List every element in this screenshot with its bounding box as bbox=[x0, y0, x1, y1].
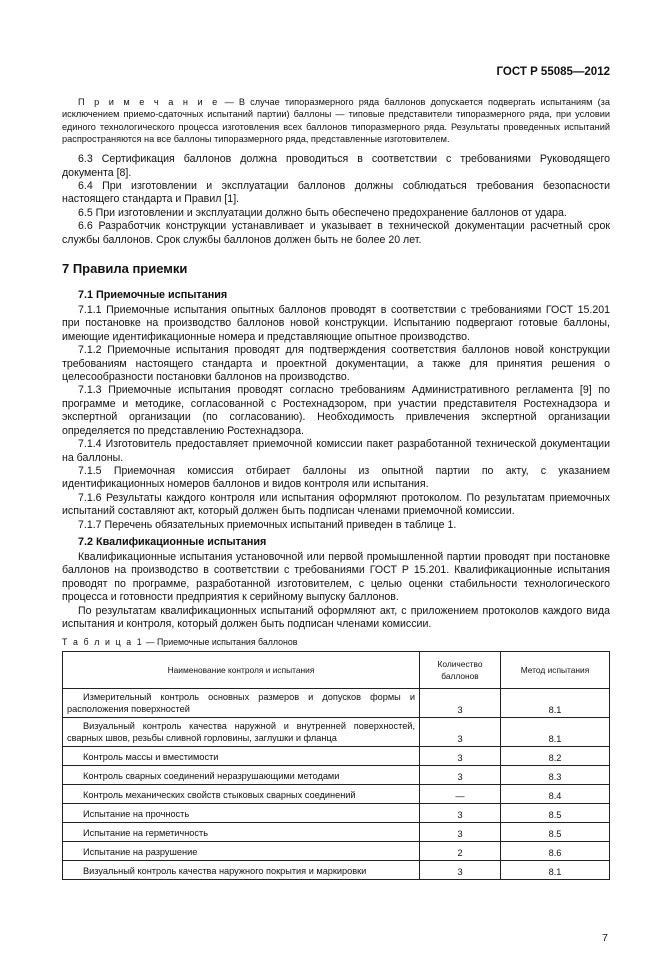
column-header: Наименование контроля и испытания bbox=[63, 652, 420, 689]
table-row bbox=[63, 785, 610, 804]
paragraph: 7.1.1 Приемочные испытания опытных баллонов проводят в соответствии с требованиями ГОСТ 15.201 при постановке на производство баллонов новой конструкции. Испытанию подвергают готовые баллоны, имеющие идентификационные номера и представляющие опытное производство. bbox=[62, 304, 610, 343]
quantity-cell: 3 bbox=[420, 766, 501, 785]
note-label: П р и м е ч а н и е bbox=[78, 97, 220, 107]
section-7-heading: 7 Правила приемки bbox=[62, 261, 188, 277]
table-row bbox=[63, 718, 610, 747]
table-header-row bbox=[63, 652, 610, 689]
test-name-cell: Испытание на разрушение bbox=[63, 842, 420, 861]
method-cell: 8.4 bbox=[501, 785, 610, 804]
quantity-cell: — bbox=[420, 785, 501, 804]
quantity-cell: 3 bbox=[420, 823, 501, 842]
table-caption-label: Т а б л и ц а 1 bbox=[62, 637, 144, 648]
method-cell: 8.1 bbox=[501, 861, 610, 880]
paragraph: 6.6 Разработчик конструкции устанавливает и указывает в технической документации расчетный срок службы баллонов. Срок службы баллонов должен быть не более 20 лет. bbox=[62, 220, 610, 246]
paragraph: По результатам квалификационных испытаний оформляют акт, с приложением протоколов каждого вида испытания и контроля, который должен быть подписан членами комиссии. bbox=[62, 604, 610, 630]
section-7-2-heading: 7.2 Квалификационные испытания bbox=[78, 535, 267, 548]
table-caption-text: — Приемочные испытания баллонов bbox=[143, 637, 298, 648]
paragraph: 7.1.2 Приемочные испытания проводят для подтверждения соответствия баллонов новой конструкции требованиям настоящего стандарта и проектной документации, а также для принятия решения о целесообразности постановки баллонов на производство. bbox=[62, 344, 610, 384]
section-7-1-heading: 7.1 Приемочные испытания bbox=[78, 289, 228, 302]
method-cell: 8.1 bbox=[501, 718, 610, 747]
paragraph: 6.3 Сертификация баллонов должна проводиться в соответствии с требованиями Руководящего документа [8]. bbox=[62, 153, 610, 179]
test-name-cell: Контроль массы и вместимости bbox=[63, 747, 420, 766]
test-name-cell: Контроль механических свойств стыковых сварных соединений bbox=[63, 785, 420, 804]
table-row bbox=[63, 689, 610, 718]
quantity-cell: 2 bbox=[420, 842, 501, 861]
column-header: Метод испытания bbox=[501, 652, 610, 689]
method-cell: 8.1 bbox=[501, 689, 610, 718]
table-row bbox=[63, 804, 610, 823]
quantity-cell: 3 bbox=[420, 747, 501, 766]
paragraph: 7.1.4 Изготовитель предоставляет приемочной комиссии пакет разработанной технической документации на баллоны. bbox=[62, 438, 610, 464]
quantity-cell: 3 bbox=[420, 689, 501, 718]
section-6 bbox=[62, 153, 610, 247]
method-cell: 8.5 bbox=[501, 804, 610, 823]
table-row bbox=[63, 823, 610, 842]
table-row bbox=[63, 747, 610, 766]
test-name-cell: Контроль сварных соединений неразрушающими методами bbox=[63, 766, 420, 785]
test-name-cell: Визуальный контроль качества наружного покрытия и маркировки bbox=[63, 861, 420, 880]
acceptance-tests-table bbox=[62, 651, 610, 880]
note bbox=[62, 96, 610, 145]
paragraph: 7.1.3 Приемочные испытания проводят согласно требованиям Административного регламента [9] по программе и методике, согласованной с Ростехнадзором, при участии представителя Ростехнадзора и экспертной организации (по согласованию). Необходимость привлечения экспертной организации определяется по представлению Ростехнадзора. bbox=[62, 384, 610, 437]
method-cell: 8.6 bbox=[501, 842, 610, 861]
quantity-cell: 3 bbox=[420, 718, 501, 747]
table-row bbox=[63, 766, 610, 785]
paragraph: 7.1.5 Приемочная комиссия отбирает баллоны из опытной партии по акту, с указанием идентификационных номеров баллонов и видов контроля или испытания. bbox=[62, 464, 610, 491]
method-cell: 8.2 bbox=[501, 747, 610, 766]
paragraph: 7.1.6 Результаты каждого контроля или испытания оформляют протоколом. По результатам приемочных испытаний составляют акт, который должен быть подписан членами приемочной комиссии. bbox=[62, 491, 610, 518]
page-number: 7 bbox=[602, 932, 608, 945]
paragraph: 7.1.7 Перечень обязательных приемочных испытаний приведен в таблице 1. bbox=[78, 518, 457, 531]
paragraph: Квалификационные испытания установочной или первой промышленной партии проводят при постановке баллонов на производство в соответствии с требованиями ГОСТ Р 15.201. Квалификационные испытания проводят по программе, разработанной изготовителем, с целью оценки стабильности технологического процесса и готовности предприятия к серийному выпуску баллонов. bbox=[62, 550, 610, 604]
table-caption bbox=[62, 637, 610, 647]
column-header: Количество баллонов bbox=[420, 652, 501, 689]
quantity-cell: 3 bbox=[420, 861, 501, 880]
quantity-cell: 3 bbox=[420, 804, 501, 823]
paragraph: 6.5 При изготовлении и эксплуатации должно быть обеспечено предохранение баллонов от удара. bbox=[78, 206, 567, 219]
method-cell: 8.3 bbox=[501, 766, 610, 785]
method-cell: 8.5 bbox=[501, 823, 610, 842]
document-header: ГОСТ Р 55085—2012 bbox=[496, 66, 610, 78]
test-name-cell: Измерительный контроль основных размеров и допусков формы и расположения поверхностей bbox=[63, 689, 420, 718]
section-7-1 bbox=[62, 288, 610, 631]
paragraph: 6.4 При изготовлении и эксплуатации баллонов должны соблюдаться требования безопасности настоящего стандарта и Правил [1]. bbox=[62, 180, 610, 206]
table-row bbox=[63, 842, 610, 861]
test-name-cell: Испытание на прочность bbox=[63, 804, 420, 823]
table-row bbox=[63, 861, 610, 880]
note-text: — В случае типоразмерного ряда баллонов допускается подвергать испытаниям (за исключением приемо-сдаточных испытаний партии) баллоны — типовые представители типоразмерного ряда, при условии единого технологического процесса изготовления всех баллонов типоразмерного ряда. Результаты проведенных испытаний распространяются на все баллоны типоразмерного ряда, представленные изготовителем. bbox=[62, 97, 610, 144]
test-name-cell: Визуальный контроль качества наружной и внутренней поверхностей, сварных швов, резьбы сливной горловины, заглушки и фланца bbox=[63, 718, 420, 747]
test-name-cell: Испытание на герметичность bbox=[63, 823, 420, 842]
